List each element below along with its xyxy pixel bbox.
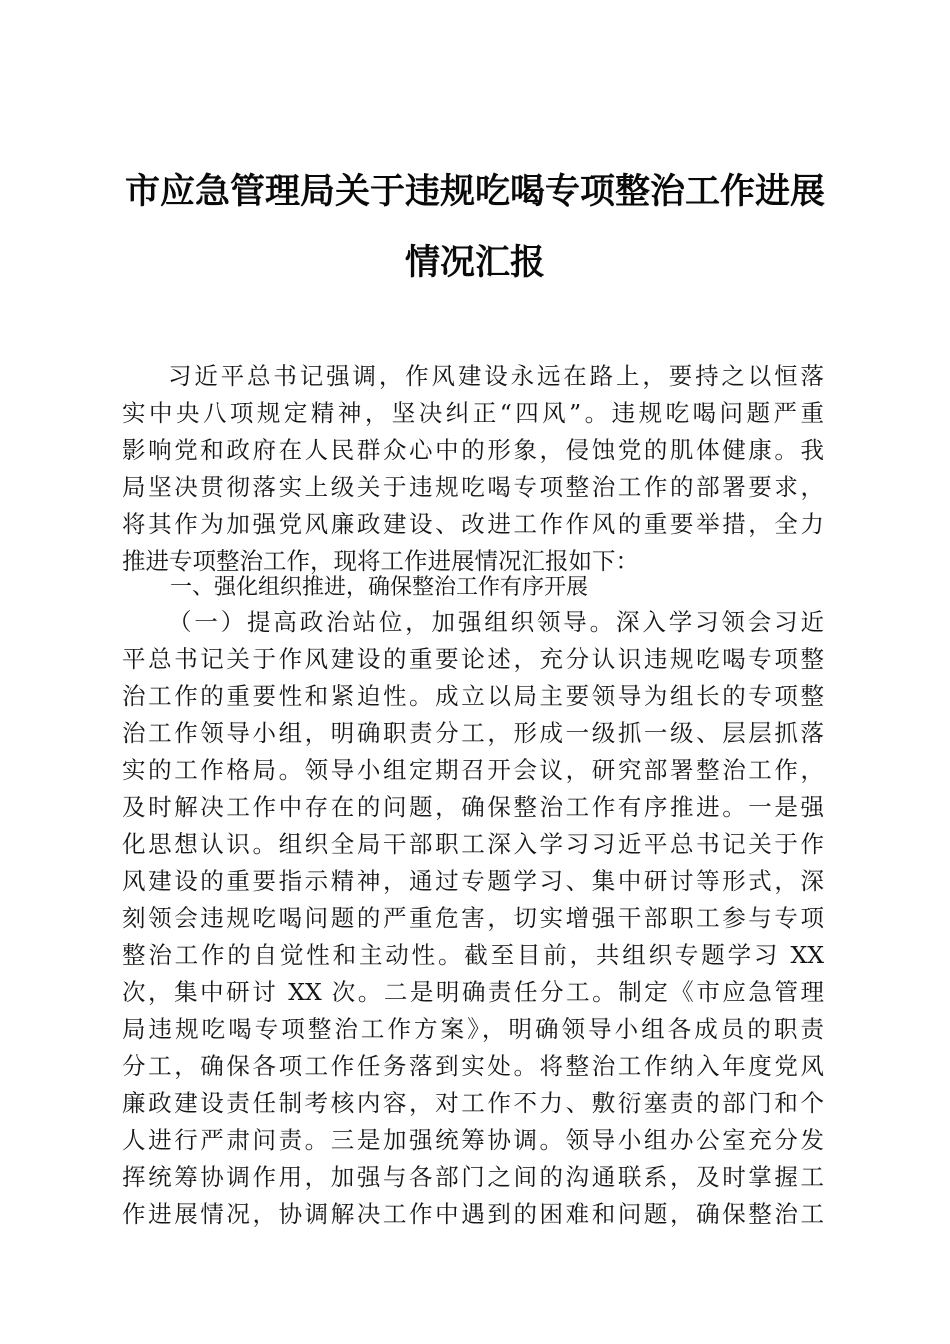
document-title-line-2: 情况汇报 — [404, 243, 545, 283]
body-paragraph-line: 化思想认识。组织全局干部职工深入学习习近平总书记关于作 — [122, 830, 824, 858]
body-paragraph-line: 刻领会违规吃喝问题的严重危害，切实增强干部职工参与专项 — [122, 904, 824, 932]
body-paragraph-line: 实的工作格局。领导小组定期召开会议，研究部署整治工作， — [122, 756, 824, 784]
body-paragraph-line: 整治工作的自觉性和主动性。截至目前，共组织专题学习 XX — [122, 941, 824, 969]
body-paragraph-line: 治工作的重要性和紧迫性。成立以局主要领导为组长的专项整 — [122, 682, 824, 710]
intro-paragraph-line: 习近平总书记强调，作风建设永远在路上，要持之以恒落 — [168, 362, 824, 390]
body-paragraph-line: 分工，确保各项工作任务落到实处。将整治工作纳入年度党风 — [122, 1052, 824, 1080]
body-paragraph-line: 平总书记关于作风建设的重要论述，充分认识违规吃喝专项整 — [122, 645, 824, 673]
body-paragraph-line: 人进行严肃问责。三是加强统筹协调。领导小组办公室充分发 — [122, 1126, 824, 1154]
body-paragraph-line: 挥统筹协调作用，加强与各部门之间的沟通联系，及时掌握工 — [122, 1163, 824, 1191]
body-paragraph-line: 次，集中研讨 XX 次。二是明确责任分工。制定《市应急管理 — [122, 978, 824, 1006]
intro-paragraph-line: 将其作为加强党风廉政建设、改进工作作风的重要举措，全力 — [122, 510, 824, 538]
body-paragraph-line: 廉政建设责任制考核内容，对工作不力、敷衍塞责的部门和个 — [122, 1089, 824, 1117]
intro-paragraph-line: 局坚决贯彻落实上级关于违规吃喝专项整治工作的部署要求， — [122, 473, 824, 501]
body-paragraph-line: 风建设的重要指示精神，通过专题学习、集中研讨等形式，深 — [122, 867, 824, 895]
body-paragraph-line: 治工作领导小组，明确职责分工，形成一级抓一级、层层抓落 — [122, 719, 824, 747]
body-paragraph-line: 作进展情况，协调解决工作中遇到的困难和问题，确保整治工 — [122, 1200, 824, 1228]
document-title-line-1: 市应急管理局关于违规吃喝专项整治工作进展 — [124, 172, 825, 212]
section-heading-1: 一、强化组织推进，确保整治工作有序开展 — [170, 575, 589, 600]
body-paragraph-line: （一）提高政治站位，加强组织领导。深入学习领会习近 — [168, 608, 824, 636]
body-paragraph-line: 局违规吃喝专项整治工作方案》，明确领导小组各成员的职责 — [122, 1015, 824, 1043]
body-paragraph-line: 及时解决工作中存在的问题，确保整治工作有序推进。一是强 — [122, 793, 824, 821]
intro-paragraph-line: 实中央八项规定精神，坚决纠正“四风”。违规吃喝问题严重 — [122, 399, 824, 427]
intro-paragraph-line: 推进专项整治工作，现将工作进展情况汇报如下： — [122, 547, 639, 575]
intro-paragraph-line: 影响党和政府在人民群众心中的形象，侵蚀党的肌体健康。我 — [122, 436, 824, 464]
